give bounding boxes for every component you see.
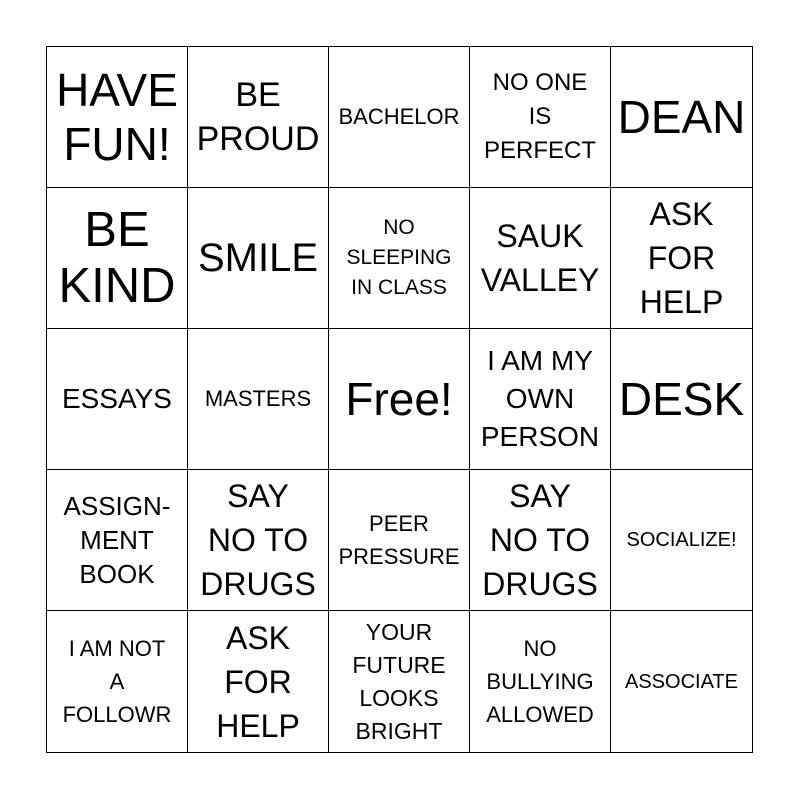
cell-label: HAVE FUN! [56,64,178,170]
bingo-cell-r1c5[interactable] [611,47,752,188]
cell-label: PEER PRESSURE [338,511,460,569]
cell-label: ASSIGN- MENT BOOK [63,491,171,589]
cell-label: I AM NOT A FOLLOWR [62,636,172,727]
cell-label: DESK [618,373,745,425]
bingo-cell-r1c1[interactable] [47,47,188,188]
bingo-cell-r4c3[interactable] [329,470,470,611]
bingo-cell-r1c2[interactable] [188,47,329,188]
bingo-cell-r3c4[interactable] [470,329,611,470]
bingo-cell-r2c2[interactable] [188,188,329,329]
bingo-cell-r5c3[interactable] [329,611,470,752]
bingo-cell-r3c5[interactable] [611,329,752,470]
cell-label: ASSOCIATE [625,670,738,693]
bingo-cell-r1c4[interactable] [470,47,611,188]
cell-label: SAY NO TO DRUGS [482,478,598,602]
cell-label: NO BULLYING ALLOWED [486,636,594,727]
bingo-cell-r4c4[interactable] [470,470,611,611]
free-space-label: Free! [345,373,453,425]
cell-label: BACHELOR [338,104,460,129]
cell-label: NO ONE IS PERFECT [483,69,596,164]
bingo-cell-r5c2[interactable] [188,611,329,752]
cell-label: MASTERS [204,386,312,411]
bingo-cell-r3c2[interactable] [188,329,329,470]
cell-label: SAUK VALLEY [480,218,600,298]
cell-label: ASK FOR HELP [216,619,300,744]
bingo-cell-r2c4[interactable] [470,188,611,329]
bingo-cell-r2c1[interactable] [47,188,188,329]
bingo-cell-r4c1[interactable] [47,470,188,611]
cell-label: SMILE [197,236,319,280]
bingo-cell-r4c5[interactable] [611,470,752,611]
cell-label: DEAN [617,91,746,143]
cell-label: I AM MY OWN PERSON [480,345,600,452]
bingo-cell-r1c3[interactable] [329,47,470,188]
cell-label: ESSAYS [62,383,172,414]
bingo-cell-r5c5[interactable] [611,611,752,752]
bingo-cell-r3c1[interactable] [47,329,188,470]
bingo-cell-r2c5[interactable] [611,188,752,329]
bingo-cell-r4c2[interactable] [188,470,329,611]
cell-label: BE KIND [58,203,176,313]
bingo-cell-free-space[interactable] [329,329,470,470]
cell-label: SAY NO TO DRUGS [200,478,316,602]
bingo-cell-r5c4[interactable] [470,611,611,752]
cell-label: YOUR FUTURE LOOKS BRIGHT [352,618,446,744]
bingo-card [46,46,753,753]
cell-label: NO SLEEPING IN CLASS [346,216,452,299]
bingo-cell-r5c1[interactable] [47,611,188,752]
cell-label: BE PROUD [196,76,320,158]
cell-label: ASK FOR HELP [639,196,724,320]
bingo-cell-r2c3[interactable] [329,188,470,329]
cell-label: SOCIALIZE! [626,529,737,551]
